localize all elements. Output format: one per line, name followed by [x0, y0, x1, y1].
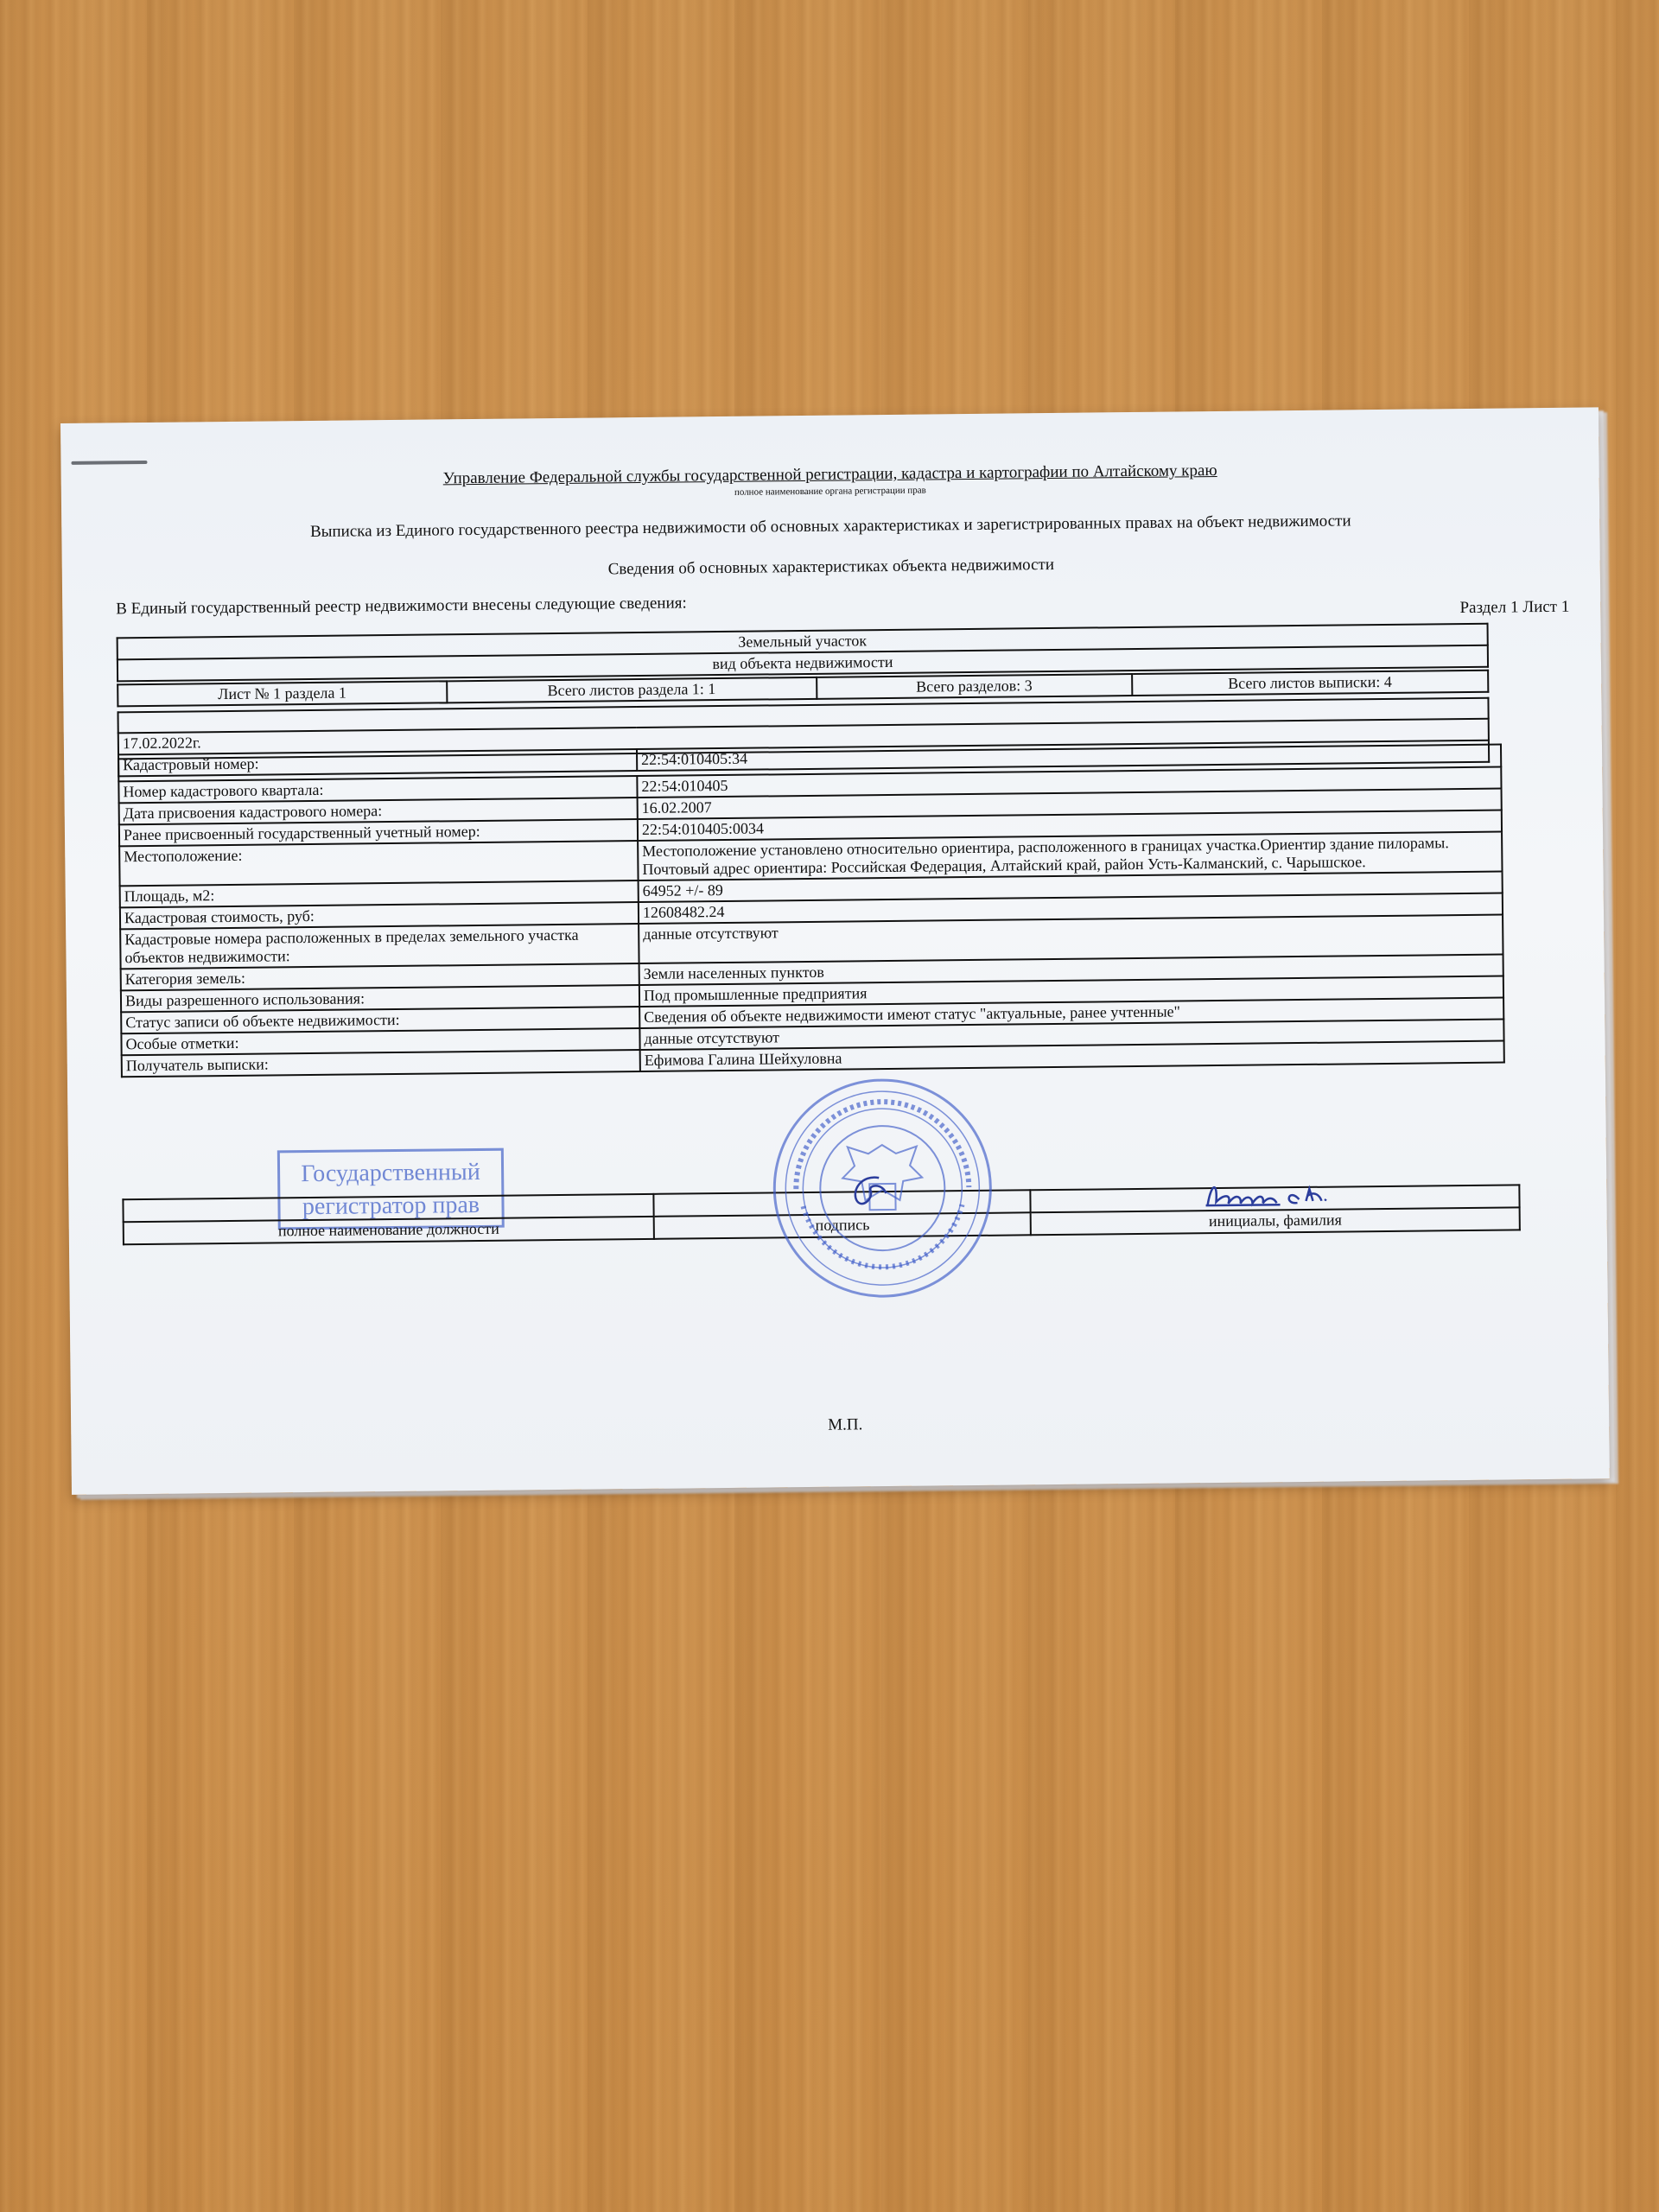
- section-label: Раздел 1 Лист 1: [1459, 597, 1570, 618]
- characteristics-table: [118, 744, 1505, 1078]
- table-row: Статус записи об объекте недвижимости: Сведения об объекте недвижимости имеют статус "актуальные, ранее учтенные": [121, 998, 1503, 1034]
- signature-scribble-icon: [844, 1173, 896, 1213]
- intro-text: В Единый государственный реестр недвижимости внесены следующие сведения:: [116, 594, 687, 619]
- total-extract-sheets: Всего листов выписки: 4: [1132, 671, 1489, 696]
- table-row: Категория земель: Земли населенных пунктов: [121, 955, 1503, 991]
- object-type: Земельный участок: [118, 624, 1488, 660]
- total-sections: Всего разделов: 3: [817, 674, 1132, 699]
- table-row: Кадастровая стоимость, руб: 12608482.24: [120, 893, 1503, 930]
- position-caption: полное наименование должности: [124, 1217, 654, 1244]
- document-subtitle: Сведения об основных характеристиках объекта недвижимости: [607, 555, 1055, 579]
- sheet-number: Лист № 1 раздела 1: [118, 681, 447, 706]
- document-sheet: [60, 407, 1610, 1495]
- cadastral-number-value: 22:54:010405:34: [637, 741, 1489, 771]
- table-row: Ранее присвоенный государственный учетный номер: 22:54:010405:0034: [119, 810, 1502, 847]
- document-title: Выписка из Единого государственного реестра недвижимости об основных характеристиках и зарегистрированных правах на объект недвижимости: [309, 512, 1351, 541]
- signature-caption: подпись: [654, 1212, 1032, 1239]
- organization-name: Управление Федеральной службы государственной регистрации, кадастра и картографии по Алтайскому краю: [442, 461, 1217, 488]
- cadastral-number-label: Кадастровый номер:: [118, 749, 637, 776]
- seal-place-label: М.П.: [828, 1415, 863, 1434]
- staple: [71, 461, 147, 465]
- table-row: Местоположение: Местоположение установлено относительно ориентира, расположенного в границах участка.Ориентир здание пилорамы. Почтовый адрес ориентира: Российская Федерация, Алтайский край, район Усть-Калманский, с. Чарышское.: [119, 832, 1502, 887]
- table-row: Виды разрешенного использования: Под промышленные предприятия: [121, 976, 1503, 1013]
- table-row: Площадь, м2: 64952 +/- 89: [120, 872, 1503, 908]
- table-row: Особые отметки: данные отсутствуют: [121, 1020, 1503, 1056]
- handwritten-name-icon: [1202, 1174, 1349, 1211]
- extract-date: 17.02.2022г.: [118, 719, 1489, 755]
- table-row: Кадастровые номера расположенных в пределах земельного участка объектов недвижимости: данные отсутствуют: [120, 915, 1503, 969]
- table-row: Дата присвоения кадастрового номера: 16.02.2007: [119, 789, 1502, 825]
- table-row: Получатель выписки: Ефимова Галина Шейхуловна: [122, 1041, 1504, 1077]
- organization-caption: полное наименование органа регистрации прав: [734, 485, 926, 498]
- table-row: Номер кадастрового квартала: 22:54:010405: [118, 767, 1501, 804]
- object-type-caption: вид объекта недвижимости: [118, 645, 1488, 682]
- total-section-sheets: Всего листов раздела 1: 1: [447, 677, 817, 702]
- registrar-stamp: Государственный регистратор прав: [277, 1148, 505, 1230]
- name-caption: инициалы, фамилия: [1031, 1207, 1520, 1235]
